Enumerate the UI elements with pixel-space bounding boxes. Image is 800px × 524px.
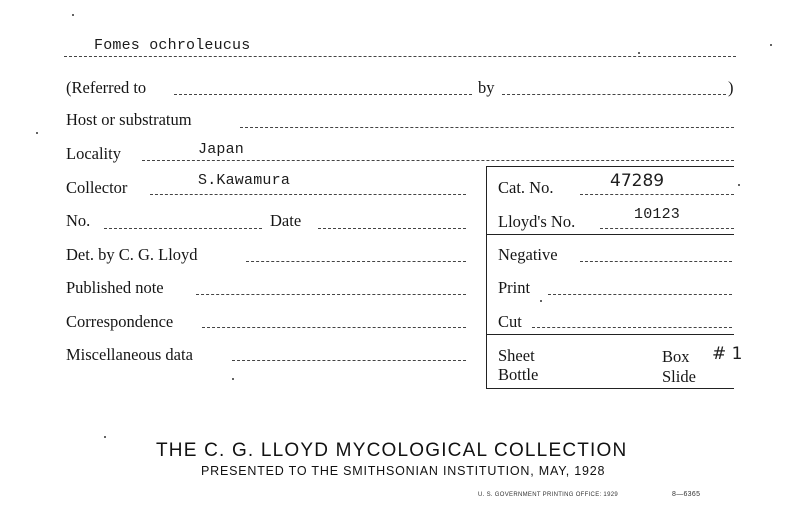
species-value: Fomes ochroleucus — [94, 37, 251, 54]
cut-label: Cut — [498, 312, 522, 331]
print-line — [548, 294, 732, 295]
species-line — [64, 56, 736, 57]
collector-line — [150, 194, 466, 195]
miscellaneous-label: Miscellaneous data — [66, 345, 193, 364]
referred-to-label: (Referred to — [66, 78, 147, 97]
locality-line — [142, 160, 734, 161]
right-box-border — [486, 166, 487, 388]
slide-label: Slide — [662, 367, 696, 386]
cat-no-value: 47289 — [610, 171, 665, 191]
scan-speck — [232, 378, 234, 380]
date-label: Date — [270, 211, 302, 230]
collector-value: S.Kawamura — [198, 172, 291, 189]
cat-no-line — [580, 194, 734, 195]
scan-speck — [770, 44, 772, 46]
by-label: by — [478, 78, 495, 97]
negative-line — [580, 261, 732, 262]
scan-speck — [104, 436, 106, 438]
lloyds-no-label: Lloyd's No. — [498, 212, 576, 231]
published-note-label: Published note — [66, 278, 164, 297]
box-label: Box — [662, 347, 690, 366]
collector-label: Collector — [66, 178, 128, 197]
bottle-label: Bottle — [498, 365, 539, 384]
printer-imprint: U. S. GOVERNMENT PRINTING OFFICE: 1929 — [478, 492, 618, 498]
scan-speck — [72, 14, 74, 16]
date-line — [318, 228, 466, 229]
no-line — [104, 228, 262, 229]
cat-no-label: Cat. No. — [498, 178, 554, 197]
right-box-divider — [486, 234, 734, 235]
lloyds-no-value: 10123 — [634, 206, 681, 223]
collection-title: THE C. G. LLOYD MYCOLOGICAL COLLECTION — [156, 440, 628, 461]
close-paren: ) — [728, 78, 734, 97]
scan-speck — [738, 184, 740, 186]
negative-label: Negative — [498, 245, 558, 264]
lloyds-no-line — [600, 228, 734, 229]
correspondence-label: Correspondence — [66, 312, 174, 331]
collection-subtitle: PRESENTED TO THE SMITHSONIAN INSTITUTION, MAY, 1928 — [201, 464, 606, 478]
right-box-bottom — [486, 388, 734, 389]
miscellaneous-line — [232, 360, 466, 361]
published-note-line — [196, 294, 466, 295]
cut-line — [532, 327, 732, 328]
scan-speck — [638, 52, 640, 54]
host-label: Host or substratum — [66, 110, 192, 129]
correspondence-line — [202, 327, 466, 328]
host-line — [240, 127, 734, 128]
right-box-divider-2 — [486, 334, 734, 335]
form-number: 8—6365 — [672, 491, 701, 498]
scan-speck — [36, 132, 38, 134]
print-label: Print — [498, 278, 531, 297]
no-label: No. — [66, 211, 91, 230]
sheet-label: Sheet — [498, 346, 535, 365]
box-value: # 1 — [712, 344, 743, 364]
det-by-label: Det. by C. G. Lloyd — [66, 245, 198, 264]
scan-speck — [540, 300, 542, 302]
locality-value: Japan — [198, 141, 245, 158]
locality-label: Locality — [66, 144, 121, 163]
det-by-line — [246, 261, 466, 262]
referred-to-line — [174, 94, 472, 95]
by-line — [502, 94, 726, 95]
right-box-top — [486, 166, 734, 167]
